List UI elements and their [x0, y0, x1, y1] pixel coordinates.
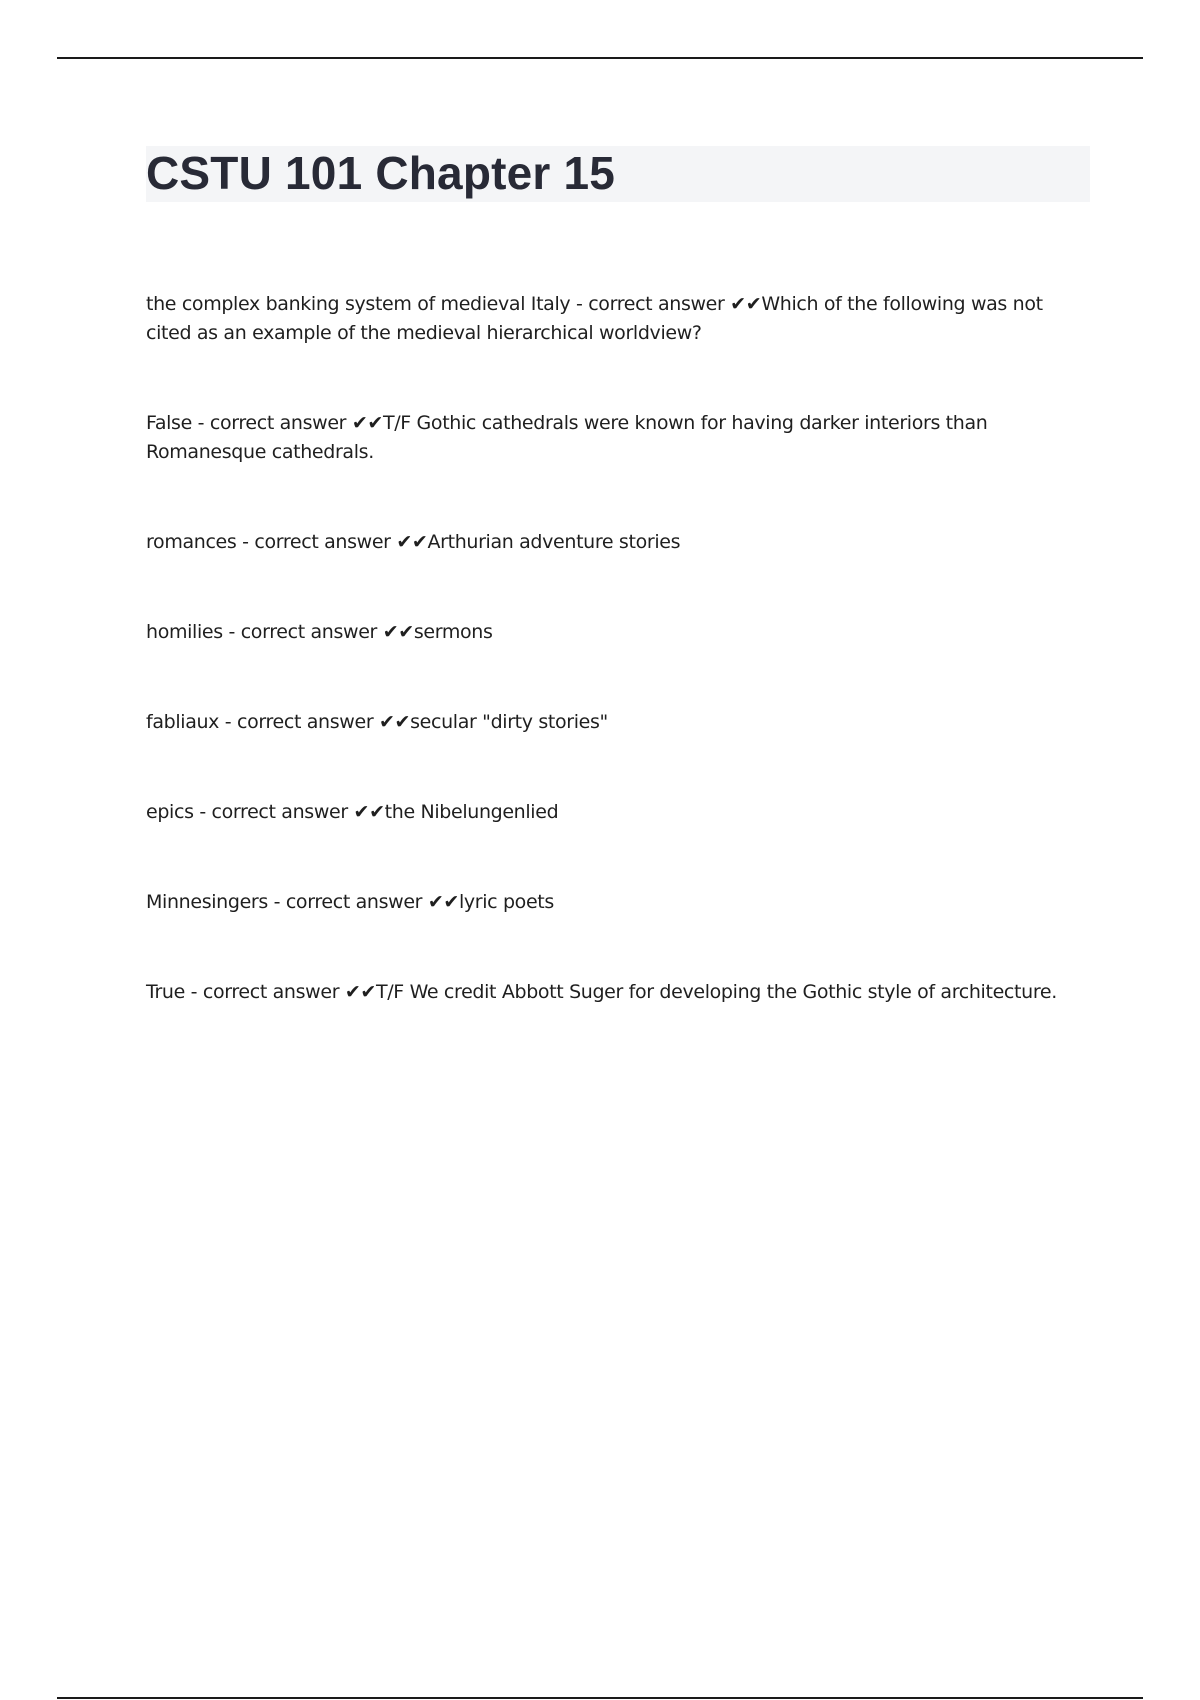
qa-list	[146, 290, 1091, 1007]
qa-answer: epics	[146, 801, 194, 823]
correct-answer-marker: - correct answer ✔✔	[576, 293, 762, 315]
qa-question: T/F We credit Abbott Suger for developing the Gothic style of architecture.	[376, 981, 1057, 1003]
qa-question: T/F Gothic cathedrals were known for having darker interiors than Romanesque cathedrals.	[146, 412, 988, 463]
bottom-rule	[57, 1697, 1143, 1699]
qa-item	[146, 798, 1091, 827]
correct-answer-marker: - correct answer ✔✔	[228, 621, 414, 643]
qa-question: sermons	[413, 621, 493, 643]
qa-item	[146, 528, 1091, 557]
qa-item	[146, 708, 1091, 737]
top-rule	[57, 57, 1143, 59]
correct-answer-marker: - correct answer ✔✔	[224, 711, 411, 733]
qa-answer: romances	[146, 531, 237, 553]
qa-answer: False	[146, 412, 192, 434]
qa-question: the Nibelungenlied	[384, 801, 559, 823]
qa-item	[146, 409, 1091, 467]
qa-answer: homilies	[146, 621, 223, 643]
correct-answer-marker: - correct answer ✔✔	[190, 981, 376, 1003]
qa-item	[146, 290, 1091, 348]
qa-question: secular "dirty stories"	[410, 711, 608, 733]
qa-question: Which of the following was not cited as an example of the medieval hierarchical worldview?	[146, 293, 1043, 344]
correct-answer-marker: - correct answer ✔✔	[199, 801, 385, 823]
qa-item	[146, 618, 1091, 647]
correct-answer-marker: - correct answer ✔✔	[197, 412, 383, 434]
correct-answer-marker: - correct answer ✔✔	[242, 531, 428, 553]
correct-answer-marker: - correct answer ✔✔	[273, 891, 459, 913]
qa-item	[146, 888, 1091, 917]
page-title: CSTU 101 Chapter 15	[146, 147, 616, 199]
qa-answer: Minnesingers	[146, 891, 268, 913]
qa-item	[146, 978, 1091, 1007]
qa-answer: True	[146, 981, 185, 1003]
qa-question: Arthurian adventure stories	[427, 531, 681, 553]
qa-answer: the complex banking system of medieval Italy	[146, 293, 571, 315]
qa-answer: fabliaux	[146, 711, 220, 733]
qa-question: lyric poets	[458, 891, 554, 913]
